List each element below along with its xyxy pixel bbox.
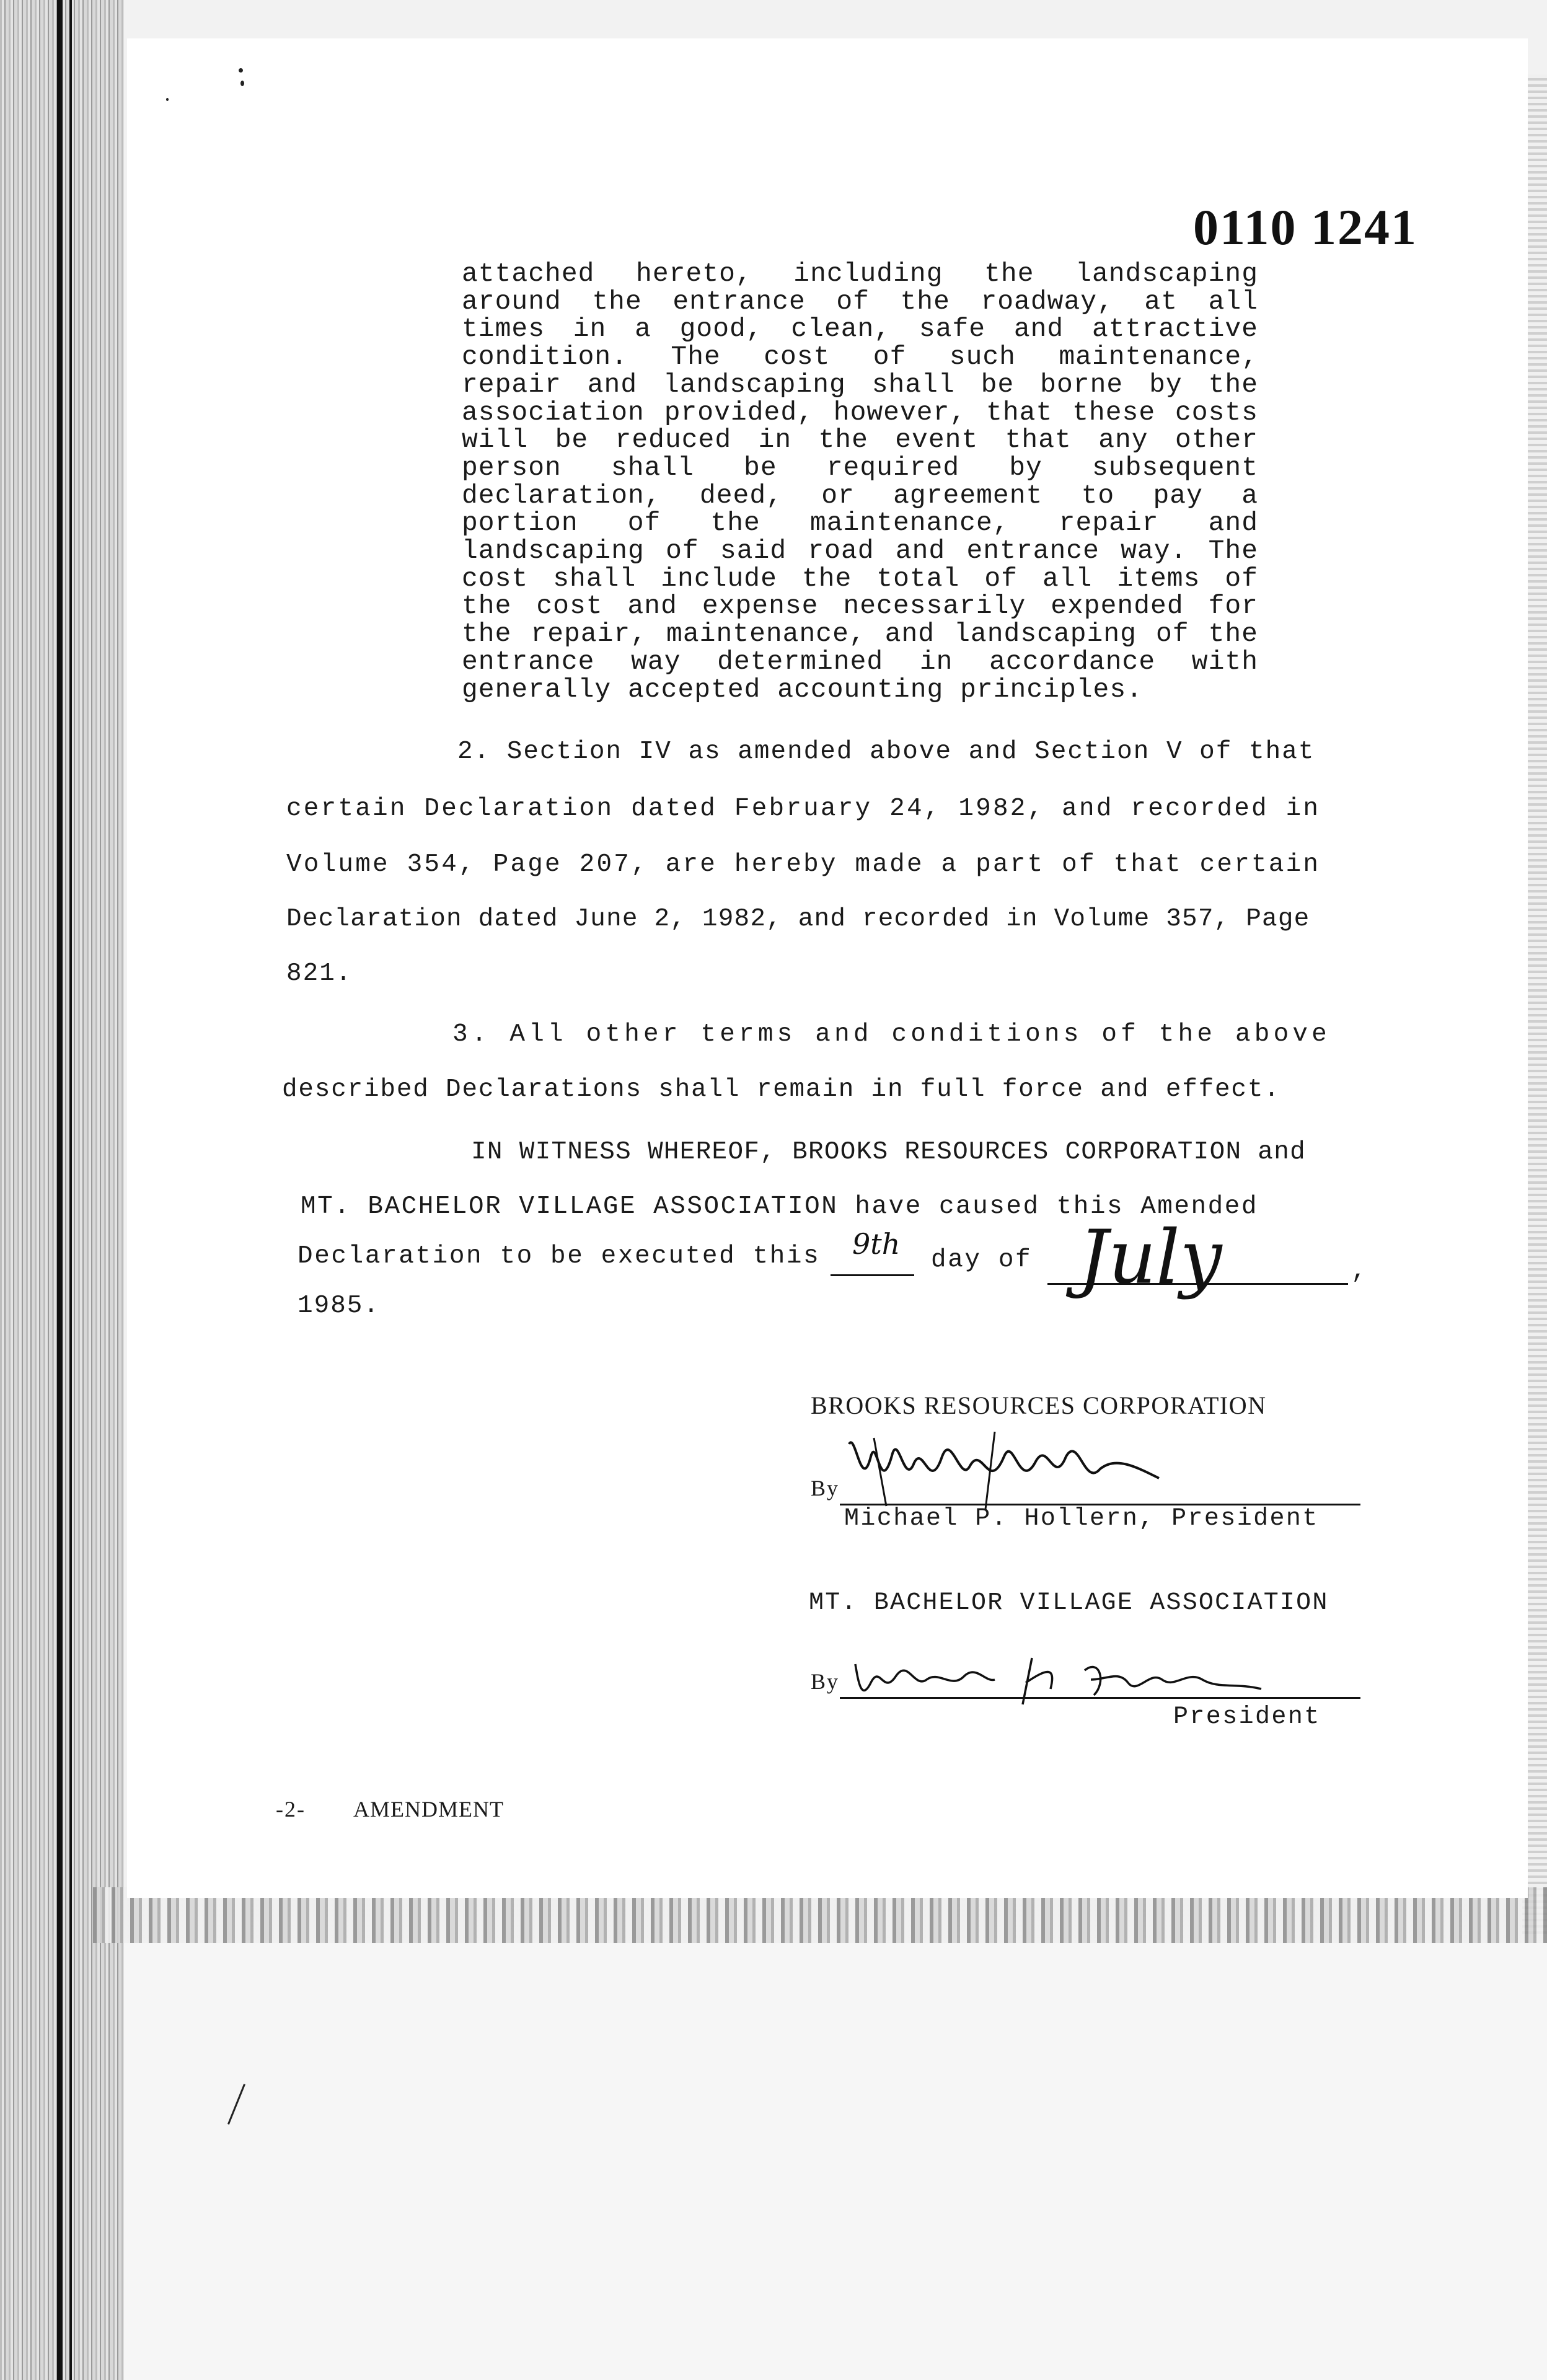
clause-line: the cost and expense necessarily expended for xyxy=(462,591,1258,622)
scan-binding-line xyxy=(57,0,63,2380)
clause-line: will be reduced in the event that any other xyxy=(462,425,1258,456)
paragraph-3-line: described Declarations shall remain in full force and effect. xyxy=(282,1075,1280,1104)
recording-page-number: 0110 1241 xyxy=(1193,199,1417,255)
clause-line: the repair, maintenance, and landscaping of the xyxy=(462,619,1258,650)
paragraph-2-line: 821. xyxy=(286,959,353,988)
clause-line: declaration, deed, or agreement to pay a xyxy=(462,480,1258,511)
footer-label: AMENDMENT xyxy=(353,1797,504,1822)
scan-speck xyxy=(240,81,244,86)
scan-lower-area xyxy=(124,1943,1547,2380)
clause-line: cost shall include the total of all items of xyxy=(462,563,1258,594)
signatory-1-by-label: By xyxy=(811,1476,840,1501)
signatory-2-title: President xyxy=(1173,1703,1321,1731)
execution-year: 1985. xyxy=(298,1292,381,1320)
clause-line: person shall be required by subsequent xyxy=(462,452,1258,483)
clause-line: times in a good, clean, safe and attractive xyxy=(462,314,1258,345)
footer-page-marker: -2- xyxy=(276,1797,306,1822)
clause-line: landscaping of said road and entrance way. The xyxy=(462,536,1258,566)
clause-line: association provided, however, that these costs xyxy=(462,397,1258,428)
handwritten-day: 9th xyxy=(852,1227,901,1261)
signatory-2-entity: MT. BACHELOR VILLAGE ASSOCIATION xyxy=(809,1589,1329,1617)
clause-line: repair and landscaping shall be borne by the xyxy=(462,369,1258,400)
scan-speck xyxy=(166,98,169,101)
paragraph-2-line: Volume 354, Page 207, are hereby made a part of that certain xyxy=(286,850,1321,879)
continued-clause xyxy=(462,260,1258,703)
signature-2-line xyxy=(840,1677,1360,1699)
clause-line: generally accepted accounting principles. xyxy=(462,674,1143,705)
signatory-1-name: Michael P. Hollern, President xyxy=(844,1505,1319,1533)
witness-line: MT. BACHELOR VILLAGE ASSOCIATION have caused this Amended xyxy=(301,1192,1258,1221)
execution-text: Declaration to be executed this xyxy=(298,1242,821,1271)
clause-line: condition. The cost of such maintenance, xyxy=(462,342,1258,372)
day-of-text: day of xyxy=(931,1246,1033,1274)
witness-line: IN WITNESS WHEREOF, BROOKS RESOURCES CORPORATION and xyxy=(471,1138,1307,1166)
clause-line: entrance way determined in accordance with xyxy=(462,646,1258,677)
execution-comma: , xyxy=(1351,1257,1368,1285)
signatory-2-by-label: By xyxy=(811,1669,840,1694)
clause-line: around the entrance of the roadway, at all xyxy=(462,286,1258,317)
paragraph-3-line: 3. All other terms and conditions of the above xyxy=(452,1020,1331,1049)
paragraph-2-line: certain Declaration dated February 24, 1982, and recorded in xyxy=(286,795,1321,823)
signature-1-line xyxy=(840,1484,1360,1505)
handwritten-month: July xyxy=(1078,1215,1222,1301)
clause-line: attached hereto, including the landscaping xyxy=(462,258,1258,289)
clause-line: portion of the maintenance, repair and xyxy=(462,508,1258,539)
paragraph-2-line: Declaration dated June 2, 1982, and recorded in Volume 357, Page xyxy=(286,905,1310,933)
scan-speck xyxy=(239,68,243,73)
signatory-1-entity: BROOKS RESOURCES CORPORATION xyxy=(811,1391,1267,1419)
paragraph-2-line: 2. Section IV as amended above and Section V of that xyxy=(457,738,1315,766)
scan-binding-line-2 xyxy=(69,0,72,2380)
